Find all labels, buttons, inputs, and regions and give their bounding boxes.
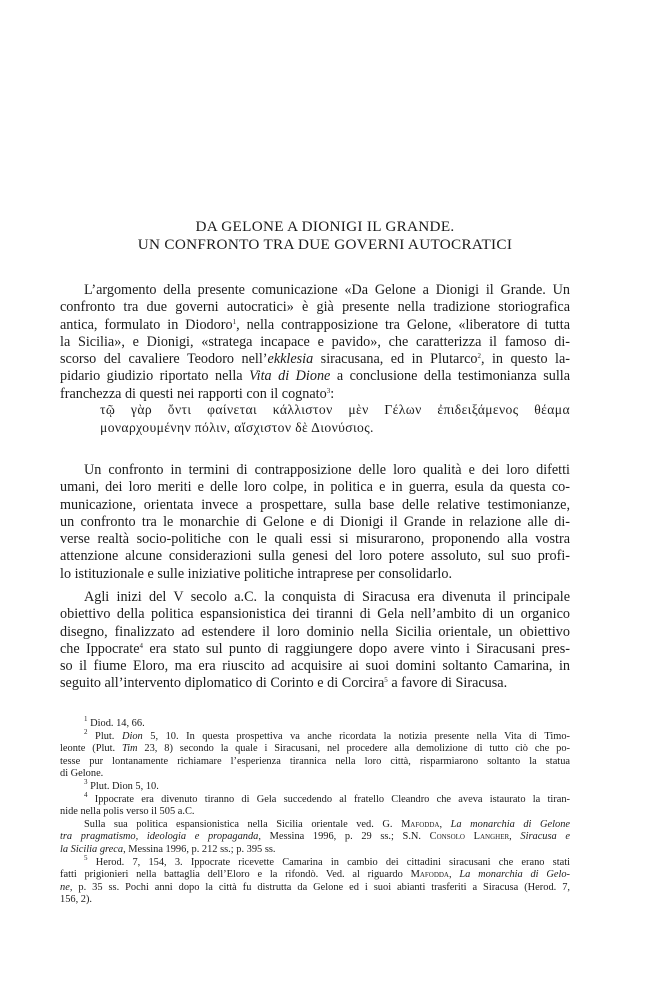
footnote-1: $^1$ Diod. 14, 66. <box>84 715 145 729</box>
footnote-line: fatti prigionieri nella battaglia dell’Eloro e la rifondò. Ved. al riguardo Mafodda, La monarchia di Gelo- <box>60 869 570 881</box>
text-line: so il fiume Eloro, ma era riuscito ad acquisire ai suoi domini soltanto Camarina, in <box>60 658 570 675</box>
text-line: attenzione alcune considerazioni sulla genesi del loro potere assoluto, sul suo profi- <box>60 548 570 565</box>
greek-line: τῷ γὰρ ὄντι φαίνεται κάλλιστον μὲν Γέλων ἐπιδειξάμενος θέαμα <box>100 402 570 417</box>
text-line: obiettivo della politica espansionistica dei tiranni di Gela nell’ambito di un organico <box>60 606 570 623</box>
footnote-4b: Sulla sua politica espansionistica nella Sicilia orientale ved. G. Mafodda, La monarchia di Gelone <box>84 818 570 830</box>
footnote-line: di Gelone. <box>60 768 104 780</box>
footnote-ref[interactable]: 5 <box>384 676 388 685</box>
text-line: umani, dei loro meriti e delle loro colpe, in politica e in guerra, esula da questa co- <box>60 479 570 496</box>
footnote-line: la Sicilia greca, Messina 1996, p. 212 ss.; p. 395 ss. <box>60 843 276 855</box>
paragraph-1 <box>60 282 570 403</box>
title-line-1: DA GELONE A DIONIGI IL GRANDE. <box>195 218 455 235</box>
footnote-ref[interactable]: 3 <box>326 386 331 395</box>
text-line: seguito all’intervento diplomatico di Corinto e di Corcira$^5$ a favore di Siracusa. <box>60 675 508 692</box>
footnote-3: $^3$ Plut. Dion 5, 10. <box>84 777 159 792</box>
text-line: disegno, finalizzato ad estendere il loro dominio nella Sicilia orientale, un obiettivo <box>60 623 570 640</box>
footnote-5: $^5$ Herod. 7, 154, 3. Ippocrate ricevette Camarina in cambio dei cittadini siracusani che erano stati <box>84 853 570 868</box>
text-line: che Ippocrate$^4$ era stato sul punto di raggiungere dopo avere vinto i Siracusani pres- <box>60 640 570 657</box>
footnote-line: leonte (Plut. Tim 23, 8) secondo la quale i Siracusani, nel procedere alla demolizione di tutto ciò che po- <box>60 743 571 755</box>
text-line: franchezza di questi nei rapporti con il cognato$^3$: <box>60 385 335 402</box>
text-line: antica, formulato in Diodoro$^1$, nella contrapposizione tra Gelone, «liberatore di tutta <box>60 316 570 333</box>
footnote-line: nide nella polis verso il 505 a.C. <box>60 806 195 818</box>
paragraph-3 <box>60 589 570 693</box>
title-line-2: UN CONFRONTO TRA DUE GOVERNI AUTOCRATICI <box>137 236 513 253</box>
text-line: scorso del cavaliere Teodoro nell’ekklesia siracusana, ed in Plutarco$^2$, in questo la- <box>60 351 570 368</box>
text-line: L’argomento della presente comunicazione «Da Gelone a Dionigi il Grande. Un <box>84 282 570 298</box>
footnote-line: tesse pur lontanamente richiamare l’esperienza tirannica nella loro città, risparmiarono soltanto la statua <box>60 755 570 767</box>
footnote-2: $^2$ Plut. Dion 5, 10. In questa prospettiva va anche ricordata la notizia presente nella Vita di Timo- <box>84 727 570 742</box>
footnote-line: 156, 2). <box>60 894 93 906</box>
text-line: confronto tra due governi autocratici» è già presente nella tradizione storiografica <box>60 299 570 316</box>
text-line: Un confronto in termini di contrapposizione delle loro qualità e dei loro difetti <box>84 462 570 478</box>
footnotes <box>60 715 571 907</box>
footnote-line: ne, p. 35 ss. Pochi anni dopo la città fu distrutta da Gelone ed i suoi abianti trasferiti a Siracusa (Herod. 7, <box>60 881 570 893</box>
footnote-ref[interactable]: 1 <box>232 317 237 326</box>
text-line: verse realtà socio-politiche con le quali essi si misurarono, proponendo alla vostra <box>60 531 570 548</box>
article-title <box>60 218 590 254</box>
footnote-4: $^4$ Ippocrate era divenuto tiranno di Gela succedendo al fratello Cleandro che aveva istaurato la tiran- <box>84 790 570 805</box>
text-line: la Sicilia», e Dionigi, «stratega incapace e pavido», che caratterizza il famoso di- <box>60 333 570 350</box>
footnote-ref[interactable]: 2 <box>477 352 481 361</box>
footnote-line: tra pragmatismo, ideologia e propaganda, Messina 1996, p. 29 ss.; S.N. Consolo Langher, Siracusa e <box>60 831 570 843</box>
paragraph-2 <box>60 462 570 583</box>
text-line: un confronto tra le monarchie di Gelone e di Dionigi il Grande in relazione alle di- <box>60 513 570 530</box>
text-line: municazione, orientata invece a prospettare, sulla base delle relative testimonianze, <box>60 496 570 513</box>
text-line: lo istituzionale e sulle iniziative politiche intraprese per consolidarlo. <box>60 565 453 582</box>
greek-line: μοναρχουμένην πόλιν, αἴσχιστον δὲ Διονύσιος. <box>100 419 374 435</box>
text-line: Agli inizi del V secolo a.C. la conquista di Siracusa era divenuta il principale <box>84 589 570 605</box>
footnote-ref[interactable]: 4 <box>139 641 144 650</box>
text-line: pidario giudizio riportato nella Vita di Dione a conclusione della testimonianza sulla <box>60 368 570 385</box>
greek-quotation <box>100 401 570 436</box>
